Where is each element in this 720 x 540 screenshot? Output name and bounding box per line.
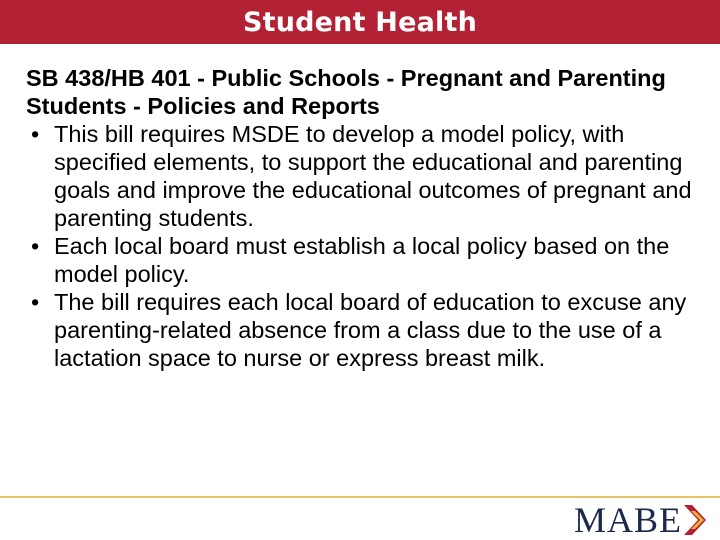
bullet-icon: • (31, 289, 40, 315)
slide-body (26, 64, 706, 372)
header-bar (0, 0, 720, 44)
mabe-logo (574, 502, 710, 538)
bullet-icon: • (31, 233, 40, 259)
bullet-text: Each local board must establish a local policy based on the model policy. (54, 233, 670, 287)
logo-text: MABE (573, 500, 682, 540)
bullet-text: This bill requires MSDE to develop a model policy, with specified elements, to support the educational and parenting goals and improve the educational outcomes of pregnant and parenting students. (54, 121, 692, 231)
bill-heading: SB 438/HB 401 - Public Schools - Pregnant and Parenting Students - Policies and Reports (26, 65, 666, 119)
list-item (26, 288, 706, 372)
bullet-text: The bill requires each local board of education to excuse any parenting-related absence from a class due to the use of a lactation space to nurse or express breast milk. (54, 289, 687, 371)
page-title: Student Health (242, 6, 478, 38)
list-item (26, 232, 706, 288)
footer-divider (0, 496, 720, 498)
bullet-icon: • (31, 121, 40, 147)
logo-arrow-icon (684, 505, 710, 535)
bullet-list (26, 120, 706, 372)
list-item (26, 120, 706, 232)
